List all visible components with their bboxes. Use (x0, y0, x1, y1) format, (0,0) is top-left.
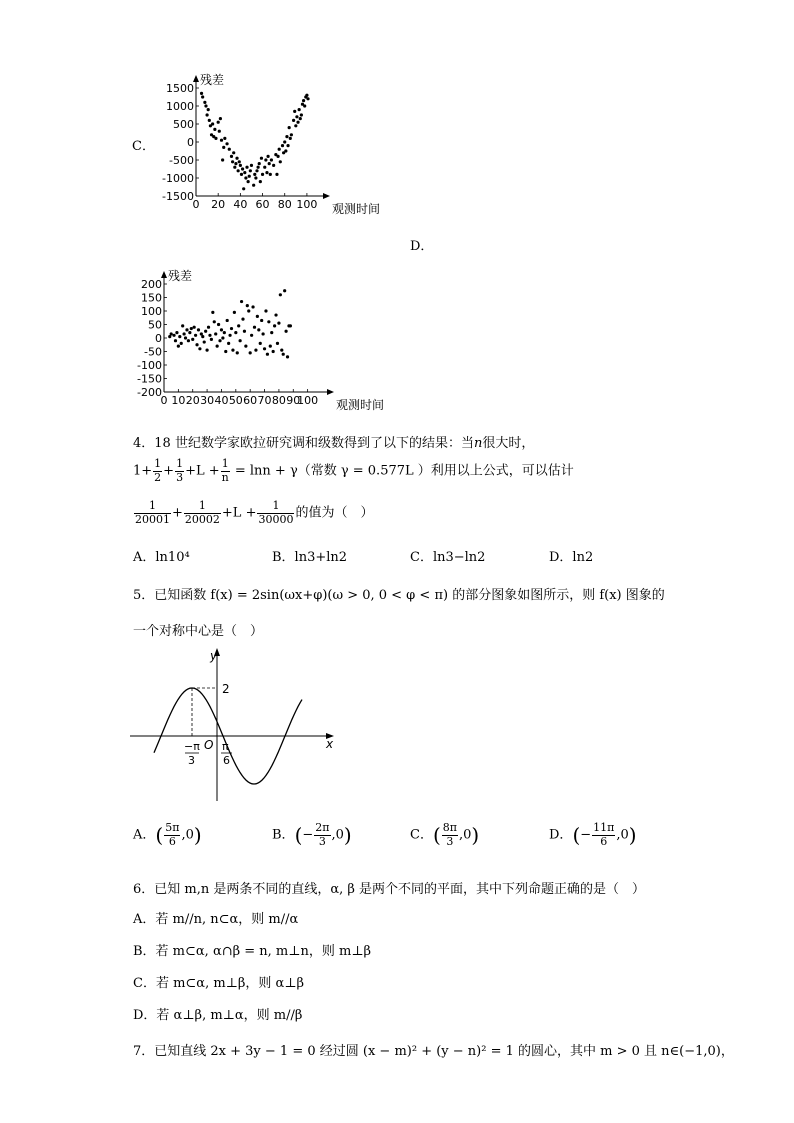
chart-d-ytick: -200 (137, 386, 162, 399)
chart-c-xtick: 100 (296, 198, 318, 211)
chart-d-point (247, 309, 250, 312)
chart-d-point (220, 328, 223, 331)
q4-rhs: = lnn + γ（常数 γ = 0.577L ）利用以上公式，可以估计 (234, 463, 574, 479)
chart-d-point (236, 351, 239, 354)
chart-c-point (247, 180, 250, 183)
chart-d-point (175, 331, 178, 334)
chart-c-point (239, 164, 242, 167)
chart-c-ytick: 0 (187, 136, 194, 149)
frac-1-3: $\frac{1}{3}$ (176, 457, 184, 484)
y-axis-label: y (210, 649, 218, 663)
q4-ask: 的值为（ ） (295, 505, 374, 521)
q6-option-d[interactable]: D．若 α⊥β, m⊥α，则 m//β (133, 1008, 303, 1023)
chart-c-point (230, 155, 233, 158)
chart-c-ylabel: 残差 (200, 73, 225, 87)
q6-option-b[interactable]: B．若 m⊂α, α∩β = n, m⊥n，则 m⊥β (133, 944, 372, 959)
chart-d-point (203, 340, 206, 343)
q4-f1: 1+ (133, 463, 153, 479)
chart-d-point (253, 326, 256, 329)
chart-c-point (263, 166, 266, 169)
chart-c-point (243, 171, 246, 174)
chart-c-point (245, 166, 248, 169)
chart-d-point (198, 347, 201, 350)
chart-c-point (260, 157, 263, 160)
chart-c-point (283, 140, 286, 143)
chart-c-point (217, 121, 220, 124)
chart-c-point (300, 113, 303, 116)
chart-d-point (279, 293, 282, 296)
chart-d-point (205, 349, 208, 352)
residual-chart-c (150, 66, 400, 216)
chart-d-point (272, 350, 275, 353)
chart-c-point (211, 122, 214, 125)
chart-d-xtick: 30 (200, 394, 215, 407)
chart-c-ytick: 500 (173, 118, 194, 131)
chart-c-point (249, 169, 252, 172)
chart-d-point (180, 342, 183, 345)
chart-d-xtick: 40 (214, 394, 229, 407)
chart-d-point (228, 334, 231, 337)
chart-d-point (264, 309, 267, 312)
chart-d-point (201, 335, 204, 338)
chart-c-point (242, 187, 245, 190)
chart-d-point (230, 327, 233, 330)
chart-c-point (258, 162, 261, 165)
q5-option-c[interactable]: C．( $\frac{8\pi}{3}$ ,0) (410, 821, 480, 848)
chart-d-point (266, 353, 269, 356)
chart-c-ytick: -500 (169, 154, 194, 167)
chart-d-point (200, 332, 203, 335)
chart-c-point (232, 151, 235, 154)
chart-d-point (244, 345, 247, 348)
chart-d-xtick: 0 (160, 394, 168, 407)
chart-c-point (207, 108, 210, 111)
chart-d-point (250, 334, 253, 337)
chart-d-point (211, 311, 214, 314)
q4-option-a[interactable]: A．ln10⁴ (133, 550, 190, 565)
chart-d-xtick: 10 (171, 394, 186, 407)
chart-d-xtick: 60 (243, 394, 258, 407)
chart-d-point (286, 355, 289, 358)
chart-c-point (214, 137, 217, 140)
chart-d-point (263, 347, 266, 350)
chart-c-point (220, 139, 223, 142)
chart-d-point (241, 318, 244, 321)
chart-d-ytick: 100 (141, 305, 162, 318)
chart-d-point (284, 330, 287, 333)
chart-c-point (218, 130, 221, 133)
chart-d-xtick: 80 (271, 394, 286, 407)
pi-label: π (222, 740, 229, 753)
chart-d-point (256, 315, 259, 318)
chart-d-point (267, 320, 270, 323)
chart-d-point (237, 324, 240, 327)
chart-c-point (221, 158, 224, 161)
chart-d-point (224, 350, 227, 353)
q7-stem: 7．已知直线 2x + 3y − 1 = 0 经过圆 (x − m)² + (y − n)² = 1 的圆心，其中 m > 0 且 n∈(−1,0)， (133, 1044, 734, 1059)
chart-d-point (239, 339, 242, 342)
chart-d-point (270, 331, 273, 334)
chart-c-point (238, 160, 241, 163)
chart-d-point (246, 304, 249, 307)
chart-d-point (190, 327, 193, 330)
chart-d-point (184, 336, 187, 339)
chart-d-point (254, 349, 257, 352)
q4-stem (133, 432, 534, 451)
chart-d-point (251, 305, 254, 308)
chart-d-point (259, 342, 262, 345)
q5-option-a[interactable]: A．( $\frac{5\pi}{6}$ ,0) (133, 821, 202, 848)
chart-d-point (197, 328, 200, 331)
option-d-label: D． (410, 239, 434, 254)
chart-c-point (237, 169, 240, 172)
chart-d-ytick: -50 (144, 345, 162, 359)
chart-d-point (269, 345, 272, 348)
chart-c-point (269, 173, 272, 176)
chart-c-point (278, 148, 281, 151)
q5-stem-line2: 一个对称中心是（ ） (133, 624, 264, 639)
chart-d-point (187, 339, 190, 342)
chart-d-point (276, 342, 279, 345)
chart-d-point (277, 322, 280, 325)
chart-c-point (213, 128, 216, 131)
chart-c-ytick: 1500 (166, 82, 194, 95)
chart-d-xtick: 20 (185, 394, 200, 407)
chart-d-point (249, 351, 252, 354)
chart-d-point (213, 320, 216, 323)
chart-c-point (305, 94, 308, 97)
frac-1-20002: $\frac{1}{20002}$ (184, 499, 220, 526)
chart-c-point (235, 157, 238, 160)
chart-d-xtick: 90 (286, 394, 301, 407)
chart-c-point (228, 148, 231, 151)
max-label: 2 (222, 682, 230, 696)
chart-d-point (226, 319, 229, 322)
chart-d-ytick: 0 (155, 332, 162, 345)
chart-d-point (177, 345, 180, 348)
chart-d-point (185, 328, 188, 331)
chart-d-point (194, 334, 197, 337)
chart-c-ytick: -1500 (162, 190, 194, 203)
q4-sum: $\frac{1}{20001}$ + $\frac{1}{20002}$ +L + $\frac{1}{30000}$ 的值为（ ） (135, 499, 374, 526)
chart-c-point (285, 135, 288, 138)
chart-c-point (248, 175, 251, 178)
residual-chart-d (132, 264, 412, 416)
chart-d-point (207, 326, 210, 329)
chart-d-ytick: -150 (137, 372, 162, 386)
chart-d-point (181, 324, 184, 327)
chart-d-point (172, 334, 175, 337)
q4-stem-end: 很大时， (482, 436, 535, 451)
option-c-label: C． (132, 139, 155, 154)
chart-d-point (260, 319, 263, 322)
chart-d-point (188, 331, 191, 334)
chart-d-point (283, 289, 286, 292)
chart-c-point (203, 101, 206, 104)
six-label: 6 (223, 754, 230, 767)
origin-label: O (204, 738, 214, 752)
chart-c-point (253, 173, 256, 176)
chart-d-ytick: 50 (148, 318, 162, 332)
chart-c-point (293, 110, 296, 113)
chart-d-ytick: 150 (141, 291, 162, 305)
frac-1-30000: $\frac{1}{30000}$ (258, 499, 294, 526)
chart-c-point (303, 104, 306, 107)
q4-option-c[interactable]: C．ln3−ln2 (410, 550, 486, 565)
chart-c-point (250, 164, 253, 167)
chart-c-point (204, 104, 207, 107)
q4-L: +L + (185, 463, 220, 479)
chart-d-point (183, 332, 186, 335)
chart-c-xtick: 40 (233, 198, 248, 211)
chart-c-point (233, 166, 236, 169)
x-axis-label: x (326, 737, 334, 751)
chart-d-point (218, 339, 221, 342)
chart-d-point (227, 342, 230, 345)
q6-stem: 6．已知 m,n 是两条不同的直线，α, β 是两个不同的平面，其中下列命题正确的是（ ） (133, 882, 646, 897)
chart-d-ytick: -100 (137, 359, 162, 372)
q4-n: n (473, 436, 483, 451)
chart-c-xtick: 0 (192, 198, 200, 211)
chart-c-point (222, 146, 225, 149)
chart-d-point (208, 334, 211, 337)
chart-c-point (272, 164, 275, 167)
sine-graph (130, 646, 340, 806)
chart-c-point (288, 126, 291, 129)
chart-c-point (241, 167, 244, 170)
chart-c-point (208, 119, 211, 122)
neg-pi-label: −π (184, 740, 200, 753)
chart-d-xtick: 100 (297, 394, 319, 407)
chart-c-point (259, 180, 262, 183)
chart-d-xlabel: 观测时间 (336, 398, 385, 412)
chart-c-point (284, 149, 287, 152)
chart-d-point (234, 331, 237, 334)
q4-stem-text: 4．18 世纪数学家欧拉研究调和级数得到了以下的结果：当 (133, 436, 474, 451)
chart-d-point (289, 324, 292, 327)
chart-d-ylabel: 残差 (168, 269, 193, 283)
chart-c-point (254, 176, 257, 179)
chart-d-point (210, 338, 213, 341)
q4-formula (133, 458, 574, 484)
chart-c-point (219, 117, 222, 120)
chart-c-point (275, 173, 278, 176)
chart-c-xlabel: 观测时间 (332, 202, 381, 216)
q6-option-a[interactable]: A．若 m//n, n⊂α，则 m//α (133, 912, 299, 927)
chart-d-point (240, 300, 243, 303)
chart-c-point (234, 162, 237, 165)
chart-d-point (243, 330, 246, 333)
chart-c-point (255, 169, 258, 172)
chart-d-point (221, 336, 224, 339)
chart-d-xtick: 50 (228, 394, 243, 407)
chart-c-point (294, 124, 297, 127)
chart-c-point (244, 176, 247, 179)
chart-d-point (282, 353, 285, 356)
chart-c-xtick: 20 (211, 198, 226, 211)
chart-d-point (273, 324, 276, 327)
chart-c-point (265, 171, 268, 174)
chart-c-point (276, 155, 279, 158)
q4-L2: +L + (221, 505, 257, 521)
chart-d-point (257, 328, 260, 331)
chart-c-point (231, 160, 234, 163)
chart-c-point (205, 113, 208, 116)
frac-1-20001: $\frac{1}{20001}$ (135, 499, 170, 526)
chart-c-xtick: 80 (277, 198, 292, 211)
frac-1-2: $\frac{1}{2}$ (154, 457, 162, 484)
chart-c-point (252, 184, 255, 187)
chart-c-point (261, 173, 264, 176)
chart-c-point (240, 173, 243, 176)
chart-c-point (306, 97, 309, 100)
chart-d-point (178, 335, 181, 338)
chart-c-point (268, 162, 271, 165)
chart-c-point (292, 119, 295, 122)
chart-d-point (216, 345, 219, 348)
chart-d-point (233, 311, 236, 314)
chart-d-point (174, 339, 177, 342)
chart-c-point (302, 99, 305, 102)
chart-d-xtick: 70 (257, 394, 272, 407)
chart-d-point (217, 323, 220, 326)
chart-c-point (295, 115, 298, 118)
chart-c-point (296, 121, 299, 124)
chart-c-point (201, 95, 204, 98)
q5-option-d[interactable]: D．(− $\frac{11\pi}{6}$ ,0) (549, 821, 637, 848)
q5-option-b[interactable]: B．(− $\frac{2\pi}{3}$ ,0) (272, 821, 352, 848)
chart-c-point (270, 158, 273, 161)
chart-d-ytick: 200 (141, 278, 162, 291)
chart-d-point (191, 338, 194, 341)
chart-c-ytick: -1000 (162, 172, 194, 185)
chart-c-point (290, 133, 293, 136)
chart-d-point (280, 349, 283, 352)
chart-d-point (274, 313, 277, 316)
chart-d-point (170, 332, 173, 335)
chart-d-point (262, 332, 265, 335)
chart-d-point (168, 335, 171, 338)
q5-stem: 5．已知函数 f(x) = 2sin(ωx+φ)(ω > 0, 0 < φ < π) 的部分图象如图所示，则 f(x) 图象的 (133, 588, 665, 603)
chart-d-point (204, 330, 207, 333)
three-label: 3 (188, 754, 195, 767)
frac-1-n: $\frac{1}{n}$ (221, 457, 229, 484)
chart-c-point (289, 137, 292, 140)
chart-c-point (279, 160, 282, 163)
chart-c-point (257, 166, 260, 169)
chart-c-point (264, 158, 267, 161)
chart-c-point (281, 144, 284, 147)
chart-c-point (266, 155, 269, 158)
chart-d-point (214, 332, 217, 335)
chart-c-xtick: 60 (255, 198, 270, 211)
chart-d-point (231, 349, 234, 352)
chart-d-point (223, 331, 226, 334)
chart-c-point (286, 144, 289, 147)
chart-c-point (298, 108, 301, 111)
chart-c-ytick: 1000 (166, 100, 194, 113)
q4-plus: + (163, 463, 175, 479)
chart-d-point (195, 343, 198, 346)
chart-d-point (193, 326, 196, 329)
q6-option-c[interactable]: C．若 m⊂α, m⊥β，则 α⊥β (133, 976, 305, 991)
chart-c-point (223, 137, 226, 140)
q4-option-d[interactable]: D．ln2 (549, 550, 594, 565)
q4-option-b[interactable]: B．ln3+ln2 (272, 550, 348, 565)
chart-c-point (200, 92, 203, 95)
chart-c-point (299, 117, 302, 120)
chart-c-point (225, 142, 228, 145)
